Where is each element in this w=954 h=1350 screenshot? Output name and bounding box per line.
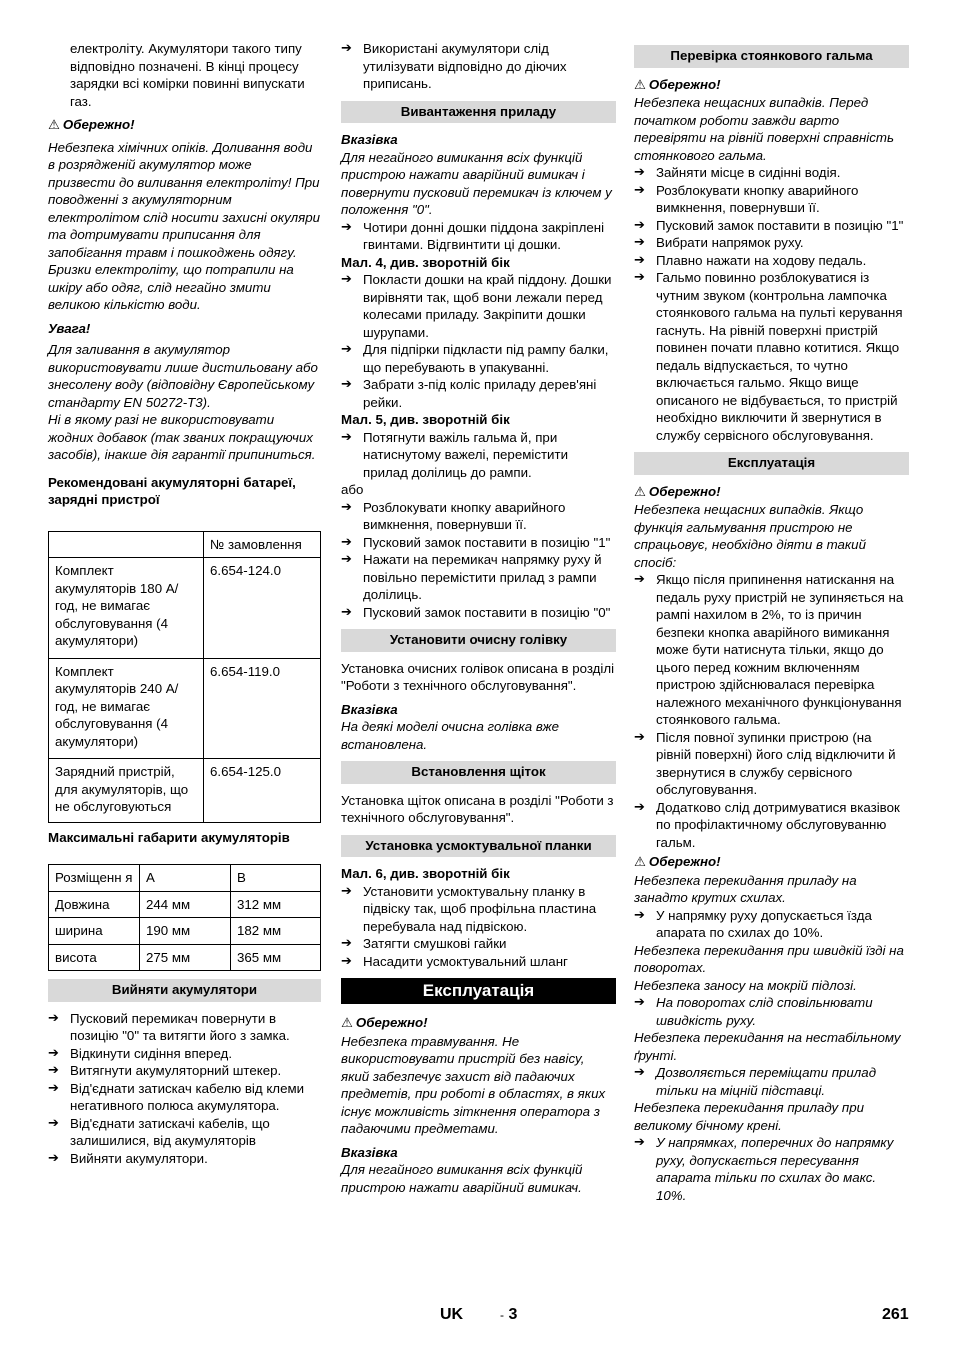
list-item: ➔ Плавно нажати на ходову педаль. (634, 252, 909, 270)
warning-icon: ⚠ (634, 77, 646, 93)
warning-text: Небезпека перекидання приладу на занадто крутих схилах. (634, 872, 857, 905)
note-title: Вказівка (341, 701, 398, 717)
table-cell: 275 мм (140, 944, 231, 971)
list-item: ➔ Зайняти місце в сидінні водія. (634, 164, 909, 182)
attention-text: Ні в якому разі не використовувати жодних добавок (так званих покращуючих засобів), інакше дія гарантії припиниться. (48, 412, 316, 462)
dimensions-table (48, 864, 321, 971)
warning-text: Небезпека нещасних випадків. Перед початком роботи завжди варто перевіряти на рівній поверхні справність стоянкового гальма. (634, 95, 894, 163)
warning-text: Небезпека перекидання на нестабільному ґрунті. (634, 1030, 901, 1063)
column-left (48, 40, 321, 1167)
figure-ref: Мал. 5, див. зворотній бік (341, 412, 510, 427)
warning-icon: ⚠ (48, 118, 60, 133)
list-item: ➔ Затягти смушкові гайки (341, 935, 616, 953)
table-cell: 6.654-119.0 (204, 658, 321, 759)
footer-section: - 3 (500, 1306, 518, 1323)
section-heading: Установка усмоктувальної планки (341, 835, 616, 858)
table-cell: 312 мм (231, 891, 321, 918)
warning-title: ⚠ Обережно! (634, 76, 721, 93)
list-item: ➔ На поворотах слід сповільнювати швидкість руху. (634, 994, 909, 1029)
list-item: ➔ Витягнути акумуляторний штекер. (48, 1062, 321, 1080)
section-heading: Встановлення щіток (341, 761, 616, 784)
table-cell: Комплект акумуляторів 180 А/год, не вимагає обслуговування (4 акумулятори) (49, 558, 204, 659)
list-item: ➔ Використані акумулятори слід утилізувати відповідно до діючих приписань. (341, 40, 616, 93)
list-item: ➔ Пусковий перемикач повернути в позицію "0" та витягти його з замка. (48, 1010, 321, 1045)
note-title: Вказівка (341, 1144, 398, 1160)
table-header-cell: A (140, 865, 231, 892)
or-text: або (341, 482, 364, 497)
list-item: ➔ Додатково слід дотримуватися вказівок по профілактичному обслуговуванню гальм. (634, 799, 909, 852)
paragraph: Установка очисних голівок описана в розділі "Роботи з технічного обслуговування". (341, 660, 615, 693)
warning-title: ⚠ Обережно! (341, 1015, 428, 1031)
note-text: На деякі моделі очисна голівка вже встановлена. (341, 719, 560, 752)
warning-text: Небезпека перекидання при швидкій їзді на поворотах. (634, 942, 904, 975)
table-cell: 6.654-124.0 (204, 558, 321, 659)
chapter-heading: Експлуатація (341, 978, 616, 1004)
list-item: ➔ Пусковий замок поставити в позицію "0" (341, 604, 616, 622)
table-cell: 182 мм (231, 918, 321, 945)
list-item: ➔ Від'єднати затискач кабелю від клеми негативного полюса акумулятора. (48, 1080, 321, 1115)
attention-text: Для заливання в акумулятор використовувати лише дистильовану або знесолену воду (відповідну Європейському стандарту EN 50272-T3). (48, 342, 318, 410)
list-item: ➔ Вийняти акумулятори. (48, 1150, 321, 1168)
table-row (49, 944, 321, 971)
warning-title: ⚠ Обережно! (634, 483, 721, 500)
table-cell: 365 мм (231, 944, 321, 971)
table-header-row (49, 531, 321, 558)
list-item: ➔ Установити усмоктувальну планку в підвіску так, щоб профільна пластина перебувала над підвіскою. (341, 883, 616, 936)
list-item: ➔ Відкинути сидіння вперед. (48, 1045, 321, 1063)
warning-title: ⚠ Обережно! (634, 854, 721, 870)
table-header-cell: № замовлення (204, 531, 321, 558)
note-text: Для негайного вимикання всіх функцій пристрою нажати аварійний вимикач і повернути пусковий перемикач із ключем у положення "0". (341, 149, 612, 217)
table-row (49, 891, 321, 918)
list-item: ➔ Від'єднати затискачі кабелів, що залишилися, від акумуляторів (48, 1115, 321, 1150)
warning-text: Небезпека перекидання приладу при великому бічному крені. (634, 1100, 864, 1133)
figure-ref: Мал. 6, див. зворотній бік (341, 866, 510, 881)
table-row (49, 558, 321, 659)
column-right (634, 40, 909, 1204)
list-item: ➔ Пусковий замок поставити в позицію "1" (341, 534, 616, 552)
table-cell: ширина (49, 918, 140, 945)
table-cell: 6.654-125.0 (204, 759, 321, 823)
warning-title: ⚠ Обережно! (48, 117, 135, 133)
column-middle (341, 40, 616, 1196)
paragraph: електроліту. Акумулятори такого типу відповідно позначені. В кінці процесу зарядки всі комірки повинні випускати газ. (70, 41, 305, 109)
list-item: ➔ Пусковий замок поставити в позицію "1" (634, 217, 909, 235)
section-heading: Установити очисну голівку (341, 629, 616, 652)
warning-text: Небезпека нещасних випадків. Якщо функція гальмування пристрою не спрацьовує, необхідно діяти в такий спосіб: (634, 502, 866, 570)
note-text: Для негайного вимикання всіх функцій пристрою нажати аварійний вимикач. (341, 1162, 583, 1195)
footer-language: UK (440, 1306, 464, 1323)
list-item: ➔ Вибрати напрямок руху. (634, 234, 909, 252)
list-item: ➔ Якщо після припинення натискання на педаль руху пристрій не зупиняється на рампі нахилом в 2%, то із причин безпеки кнопка аварійного вимикання може бути натиснута тільки, якщо до цього перед кожним включенням пристрою здійснювалася перевірка належного механічного функціонування стоянкового гальма. (634, 571, 909, 729)
table-header-cell: Розміщенн я (49, 865, 140, 892)
list-item: ➔ Потягнути важіль гальма й, при натиснутому важелі, перемістити прилад долілиць до рампи. (341, 429, 616, 482)
recommended-title: Рекомендовані акумуляторні батареї, зарядні пристрої (48, 474, 296, 507)
list-item: ➔ Забрати з-під коліс приладу дерев'яні рейки. (341, 376, 616, 411)
table-header-cell: B (231, 865, 321, 892)
list-item: ➔ Гальмо повинно розблокуватися із чутним звуком (контрольна лампочка стоянкового гальма на пульті керування гаснуть. На рівній поверхні пристрій повинен почати плавно котитися. Якщо педаль відпускається, то чутно включається гальмо. Якщо вище описаного не відбувається, то пристрій необхідно виключити й звернутися в службу сервісного обслуговування. (634, 269, 909, 444)
page-number: 261 (882, 1306, 909, 1323)
list-item: ➔ Чотири донні дошки піддона закріплені гвинтами. Відгвинтити ці дошки. (341, 219, 616, 254)
list-item: ➔ У напрямку руху допускається їзда апарата по схилах до 10%. (634, 907, 909, 942)
table-cell: Комплект акумуляторів 240 А/год, не вимагає обслуговування (4 акумулятори) (49, 658, 204, 759)
section-heading: Експлуатація (634, 452, 909, 475)
section-heading: Перевірка стоянкового гальма (634, 45, 909, 68)
section-heading: Вивантаження приладу (341, 101, 616, 124)
table-cell: Зарядний пристрій, для акумуляторів, що не обслуговуються (49, 759, 204, 823)
battery-table (48, 531, 321, 823)
list-item: ➔ Насадити усмоктувальний шланг (341, 953, 616, 971)
list-item: ➔ У напрямках, поперечних до напрямку руху, допускається пересування апарата тільки по схилах до макс. 10%. (634, 1134, 909, 1204)
list-item: ➔ Дозволяється переміщати прилад тільки на міцній підставці. (634, 1064, 909, 1099)
note-title: Вказівка (341, 132, 398, 147)
table-cell: Довжина (49, 891, 140, 918)
list-item: ➔ Для підпірки підкласти під рампу балки, що перебувають в упакуванні. (341, 341, 616, 376)
table-row (49, 658, 321, 759)
list-item: ➔ Розблокувати кнопку аварийного вимкнення, повернувши її. (341, 499, 616, 534)
warning-text: Бризки електроліту, що потрапили на шкіру або одяг, слід негайно змити великою кількістю води. (48, 262, 294, 312)
table-cell: 244 мм (140, 891, 231, 918)
table-row (49, 918, 321, 945)
section-heading: Вийняти акумулятори (48, 979, 321, 1002)
list-item: ➔ Розблокувати кнопку аварийного вимкнення, повернувши її. (634, 182, 909, 217)
warning-text: Небезпека хімічних опіків. Доливання води в розрядженій акумулятор може призвести до виливання електроліту! При поводженні з акумуляторним електролітом слід носити захисні окуляри та дотримувати приписання для запобігання травм і пошкоджень одягу. (48, 139, 321, 260)
warning-icon: ⚠ (634, 484, 646, 500)
table-header-row (49, 865, 321, 892)
dimensions-title: Максимальні габарити акумуляторів (48, 829, 290, 845)
table-row (49, 759, 321, 823)
warning-icon: ⚠ (341, 1016, 353, 1031)
warning-icon: ⚠ (634, 855, 646, 870)
table-cell: висота (49, 944, 140, 971)
table-cell: 190 мм (140, 918, 231, 945)
figure-ref: Мал. 4, див. зворотній бік (341, 254, 510, 270)
list-item: ➔ Нажати на перемикач напрямку руху й повільно перемістити прилад з рампи долілиць. (341, 551, 616, 604)
paragraph: Установка щіток описана в розділі "Роботи з технічного обслуговування". (341, 792, 614, 825)
table-header-cell (49, 531, 204, 558)
warning-text: Небезпека травмування. Не використовувати пристрій без навісу, який забезпечує захист від падаючих предметів, при роботі в областях, в яких існує можливість зіткнення оператора з падаючими предметами. (341, 1033, 606, 1136)
list-item: ➔ Покласти дошки на край піддону. Дошки вирівняти так, щоб вони лежали перед колесами приладу. Закріпити дошки шурупами. (341, 271, 616, 341)
warning-text: Небезпека заносу на мокрій підлозі. (634, 977, 857, 993)
list-item: ➔ Після повної зупинки пристрою (на рівній поверхні) його слід відключити й звернутися в службу сервісного обслуговування. (634, 729, 909, 799)
attention-title: Увага! (48, 320, 91, 336)
